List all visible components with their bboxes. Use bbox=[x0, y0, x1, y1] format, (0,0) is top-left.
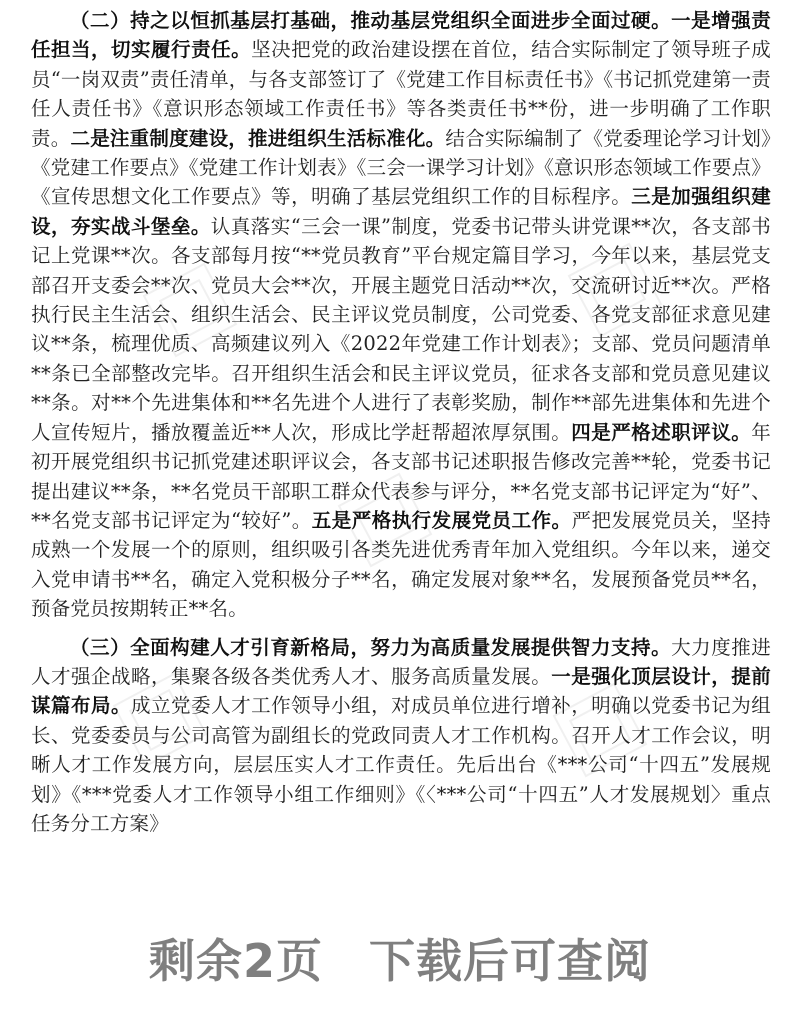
point-heading: 一是增强责任担当，切实履行责任。 bbox=[31, 9, 771, 62]
body-text: 大力度推进人才强企战略，集聚各级各类优秀人才、服务高质量发展。 bbox=[31, 635, 771, 688]
point-heading: 四是严格述职评议。 bbox=[571, 420, 752, 444]
body-text: 年初开展党组织书记抓党建述职评议会，各支部书记述职报告修改完善**轮，党委书记提出建议**条，**名党员干部职工群众代表参与评分，**名党支部书记评定为“好”、**名党支部书记评定为“较好”。 bbox=[31, 420, 771, 532]
download-prompt-label[interactable]: 下载后可查阅 bbox=[369, 934, 651, 988]
document-body bbox=[31, 6, 771, 838]
body-text: 认真落实“三会一课”制度，党委书记带头讲党课**次，各支部书记上党课**次。各支部每月按“**党员教育”平台规定篇目学习，今年以来，基层党支部召开支委会**次、党员大会**次，开展主题党日活动**次，交流研讨近**次。严格执行民主生活会、组织生活会、民主评议党员制度，公司党委、各党支部征求意见建议**条，梳理优质、高频建议列入《2022年党建工作计划表》；支部、党员问题清单**条已全部整改完毕。召开组织生活会和民主评议党员，征求各支部和党员意见建议**条。对**个先进集体和**名先进个人进行了表彰奖励，制作**部先进集体和先进个人宣传短片，播放覆盖近**人次，形成比学赶帮超浓厚氛围。 bbox=[31, 214, 771, 444]
point-heading: 一是强化顶层设计，提前谋篇布局。 bbox=[31, 664, 772, 718]
point-heading: 二是注重制度建设，推进组织生活标准化。 bbox=[70, 126, 446, 150]
download-banner bbox=[0, 925, 800, 991]
paragraph-talent bbox=[31, 633, 771, 839]
point-heading: 五是严格执行发展党员工作。 bbox=[311, 508, 572, 532]
body-text: 成立党委人才工作领导小组，对成员单位进行增补，明确以党委书记为组长、党委委员与公司高管为副组长的党政同责人才工作机构。召开人才工作会议，明晰人才工作发展方向，层层压实人才工作责任。先后出台《***公司“十四五”发展规划》《***党委人才工作领导小组工作细则》《〈***公司“十四五”人才发展规划〉重点任务分工方案》 bbox=[31, 694, 771, 835]
section-heading: （二）持之以恒抓基层打基础，推动基层党组织全面进步全面过硬。 bbox=[70, 9, 672, 32]
paragraph-party-building bbox=[31, 6, 771, 624]
section-heading: （三）全面构建人才引育新格局，努力为高质量发展提供智力支持。 bbox=[70, 635, 672, 659]
remaining-pages-label: 剩余2页 bbox=[148, 934, 323, 988]
point-heading: 三是加强组织建设，夯实战斗堡垒。 bbox=[31, 185, 771, 238]
body-text: 坚决把党的政治建设摆在首位，结合实际制定了领导班子成员“一岗双责”责任清单，与各支部签订了《党建工作目标责任书》《书记抓党建第一责任人责任书》《意识形态领域工作责任书》等各类责任书**份，进一步明确了工作职责。 bbox=[31, 38, 771, 150]
body-text: 严把发展党员关，坚持成熟一个发展一个的原则，组织吸引各类先进优秀青年加入党组织。今年以来，递交入党申请书**名，确定入党积极分子**名，确定发展对象**名，发展预备党员**名，预备党员按期转正**名。 bbox=[31, 508, 771, 621]
body-text: 结合实际编制了《党委理论学习计划》《党建工作要点》《党建工作计划表》《三会一课学习计划》《意识形态领域工作要点》《宣传思想文化工作要点》等，明确了基层党组织工作的目标程序。 bbox=[31, 126, 771, 209]
